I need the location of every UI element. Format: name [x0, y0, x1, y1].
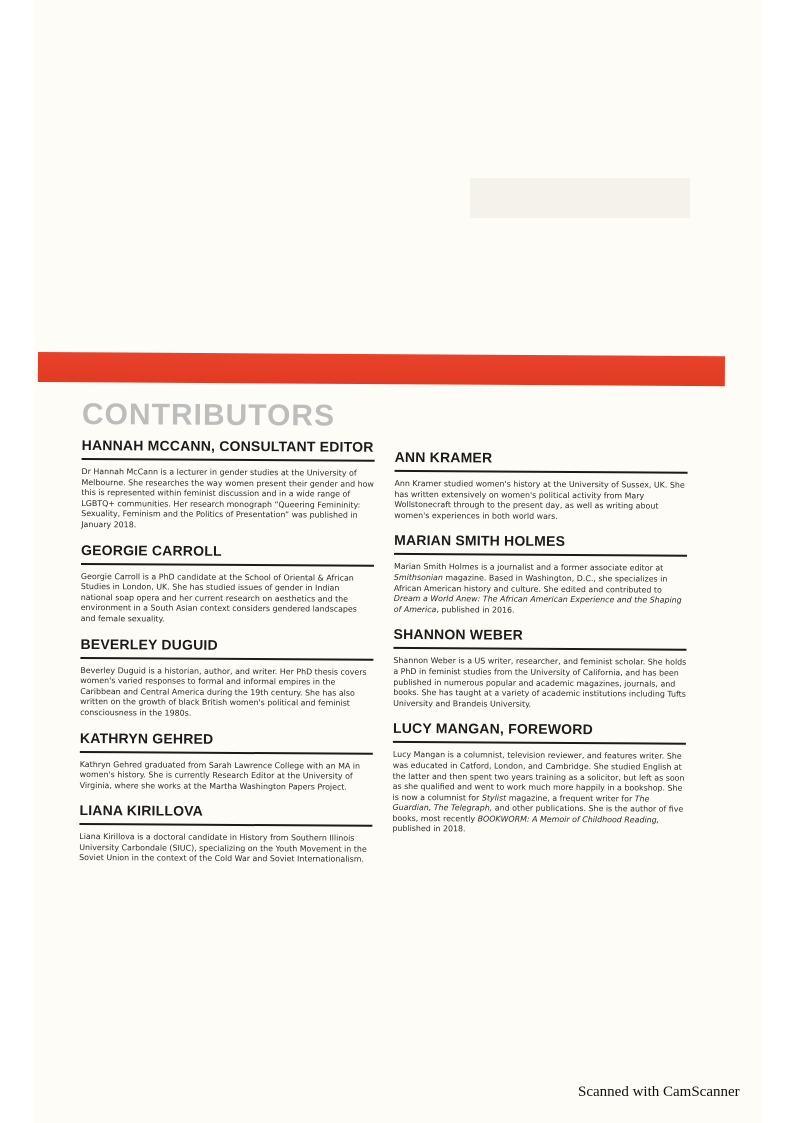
- contributor-bio: Liana Kirillova is a doctoral candidate in History from Southern Illinois University Carbondale (SIUC), specializing on the Youth Movement in the Soviet Union in the context of the Cold War and Soviet Internationalism.: [79, 832, 367, 865]
- contributor-columns: [79, 436, 688, 878]
- bio-text: and other publications. She is the author of five books, most recently: [392, 803, 684, 824]
- bio-text: Lucy Mangan is a columnist, television reviewer, and features writer. She was educated in Catford, London, and Cambridge. She studied English at the latter and then spent two years training as a solicitor, but left as soon as she qualified and went to work much more happily in a bookshop. She is now a columnist for: [392, 750, 685, 803]
- contributor-entry: [81, 436, 375, 532]
- contributor-name: MARIAN SMITH HOLMES: [394, 531, 687, 557]
- publication-title: Smithsonian: [393, 572, 443, 583]
- contributor-bio: Dr Hannah McCann is a lecturer in gender studies at the University of Melbourne. She researches the way women present their gender and how this is represented within feminist discussion and in a wide range of LGBTQ+ communities. Her research monograph “Queering Femininity: Sexuality, Feminism and the Politics of Presentation” was published in January 2018.: [81, 466, 374, 530]
- page-title: CONTRIBUTORS: [81, 398, 336, 433]
- contributor-name: HANNAH MCCANN, CONSULTANT EDITOR: [82, 436, 375, 462]
- contributor-entry: [80, 728, 373, 793]
- right-column: [392, 448, 688, 878]
- contributor-name: SHANNON WEBER: [393, 625, 686, 651]
- left-column: [79, 436, 375, 876]
- bio-text: , published in 2016.: [436, 604, 515, 615]
- book-title: BOOKWORM: A Memoir of Childhood Reading,: [477, 814, 660, 825]
- bio-text: magazine, a frequent writer for: [506, 793, 635, 804]
- contributor-entry: [394, 448, 687, 523]
- contributor-name: ANN KRAMER: [395, 448, 688, 474]
- contributor-entry: [394, 531, 688, 617]
- contributor-bio: Georgie Carroll is a PhD candidate at the School of Oriental & African Studies in London, UK. She has studied issues of gender in Indian national soap opera and her current research on aesthetics and the environment in a South Asian context considers gendered landscapes and female sexuality.: [80, 571, 357, 624]
- book-title: Dream a World Anew: The African American Experience and the Shaping of America: [393, 594, 682, 614]
- contributor-name: LIANA KIRILLOVA: [79, 801, 372, 827]
- bio-text: magazine. Based in Washington, D.C., she specializes in African American history and culture. She edited and contributed to: [393, 573, 668, 595]
- contributor-bio: Shannon Weber is a US writer, researcher, and feminist scholar. She holds a PhD in feminist studies from the University of California, and has been published in numerous popular and academic magazines, journals, and books. She has taught at a variety of academic institutions including Tufts University and Brandeis University.: [393, 656, 687, 709]
- bleed-through-shadow: [470, 178, 690, 218]
- header-red-bar: [38, 352, 725, 386]
- contributor-entry: [81, 541, 375, 627]
- contributor-bio: Ann Kramer studied women's history at the University of Sussex, UK. She has written extensively on women's political activity from Mary Wollstonecraft through to the present day, as well as writing about women's experiences in both world wars.: [394, 478, 685, 521]
- scanner-watermark: Scanned with CamScanner: [578, 1084, 740, 1100]
- contributor-entry: [392, 719, 686, 837]
- contributor-name: BEVERLEY DUGUID: [80, 635, 373, 661]
- contributor-entry: [79, 801, 372, 866]
- publication-title: Stylist: [481, 793, 507, 803]
- bio-text: published in 2018.: [392, 824, 466, 834]
- contributor-entry: [80, 635, 374, 721]
- contributor-entry: [393, 625, 687, 711]
- contributor-name: LUCY MANGAN, FOREWORD: [393, 719, 686, 745]
- contributor-bio: Beverley Duguid is a historian, author, and writer. Her PhD thesis covers women's varied responses to formal and informal empires in the Caribbean and Central America during the 19th century. She has also written on the growth of black British women's political and feminist consciousness in the 1980s.: [80, 665, 367, 718]
- contributor-name: KATHRYN GEHRED: [80, 728, 373, 754]
- contributor-bio: [392, 750, 686, 837]
- contributor-name: GEORGIE CARROLL: [81, 541, 374, 567]
- bio-text: Marian Smith Holmes is a journalist and a former associate editor at: [393, 562, 664, 573]
- publication-title: The Guardian, The Telegraph,: [392, 794, 650, 813]
- contributors-section: [79, 398, 688, 878]
- contributor-bio: Kathryn Gehred graduated from Sarah Lawrence College with an MA in women's history. She is currently Research Editor at the University of Virginia, where she works at the Martha Washington Papers Project.: [79, 759, 361, 792]
- contributor-bio: [394, 562, 687, 617]
